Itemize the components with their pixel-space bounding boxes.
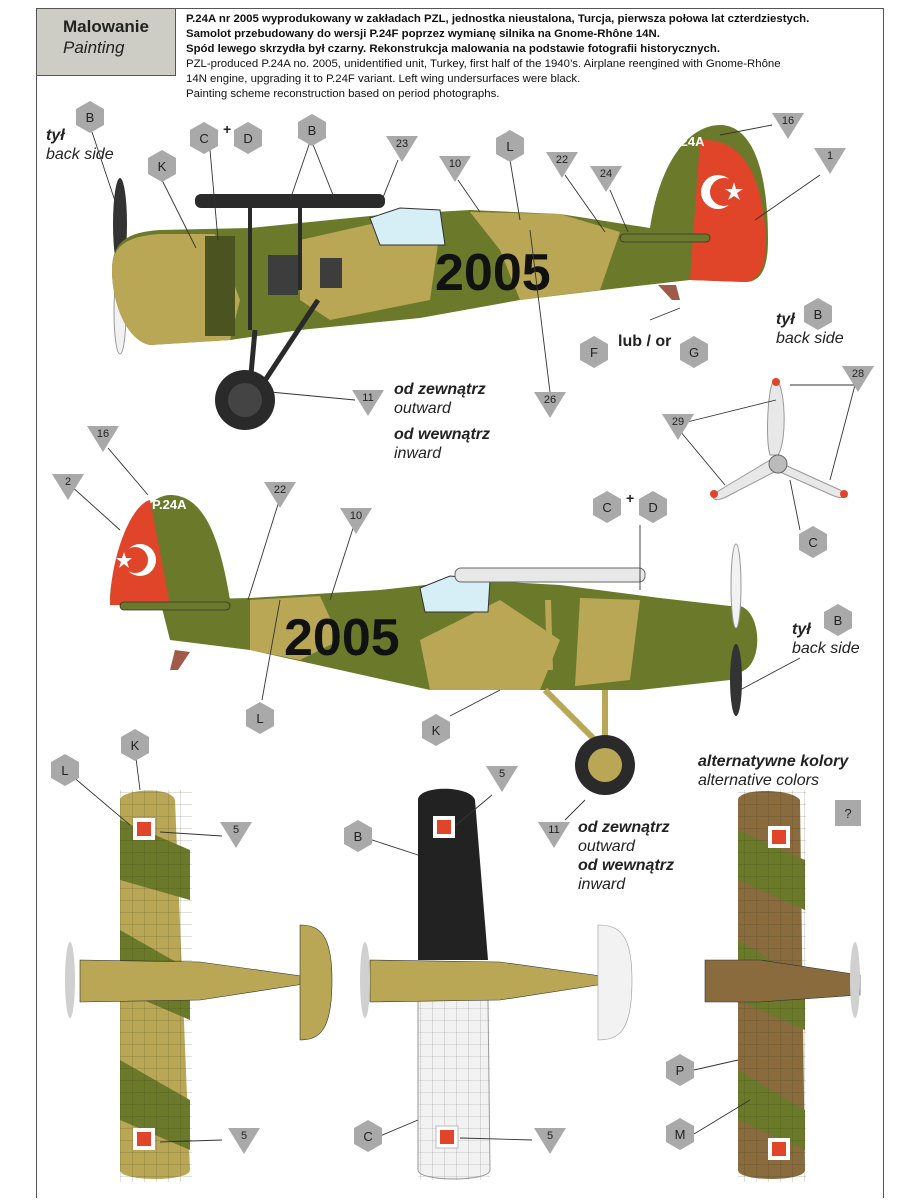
marker-hex	[639, 491, 667, 523]
wing-strut	[548, 600, 550, 670]
desc-line-3: Spód lewego skrzydła był czarny. Rekonstrukcja malowania na podstawie fotografii historycznych.	[186, 43, 721, 55]
svg-text:L: L	[61, 763, 69, 778]
svg-text:5: 5	[232, 824, 240, 836]
propeller-blade	[780, 465, 845, 498]
marker-triangle	[662, 414, 694, 440]
marker-hex	[666, 1054, 694, 1086]
svg-text:22: 22	[273, 484, 287, 496]
desc-line-4: PZL-produced P.24A no. 2005, unidentified unit, Turkey, first half of the 1940’s. Airplane reengined with Gnome-Rhône	[186, 58, 781, 70]
propeller-blade	[768, 380, 785, 455]
svg-text:16: 16	[96, 428, 110, 440]
marker-hex	[121, 729, 149, 761]
marker-hex	[246, 702, 274, 734]
svg-text:10: 10	[448, 158, 462, 170]
marker-triangle	[538, 822, 570, 848]
propeller	[850, 942, 860, 1018]
marker-hex	[234, 122, 262, 154]
fuselage-serial: 2005	[284, 609, 400, 667]
svg-text:23: 23	[395, 138, 409, 150]
inward-pl: od wewnątrz	[394, 426, 491, 443]
marker-triangle	[534, 392, 566, 418]
marker-triangle	[87, 426, 119, 452]
gear-strut	[545, 690, 600, 745]
tip	[710, 490, 718, 498]
svg-text:M: M	[674, 1127, 686, 1142]
wheel-hub	[588, 748, 622, 782]
svg-text:5: 5	[240, 1130, 248, 1142]
marker-hex	[824, 604, 852, 636]
back-side-text: back side	[792, 640, 860, 657]
desc-line-5: 14N engine, upgrading it to P.24F variant. Left wing undersurfaces were black.	[186, 73, 581, 85]
outward-en: outward	[578, 838, 635, 855]
fuselage-top	[705, 960, 860, 1002]
tailplane-bottom	[598, 925, 632, 1040]
marker-hex	[580, 336, 608, 368]
fuselage-top	[80, 960, 330, 1002]
marker-hex	[666, 1118, 694, 1150]
svg-text:P: P	[675, 1063, 685, 1078]
marker-hex	[799, 526, 827, 558]
tailplane	[120, 602, 230, 610]
back-side-text: back side	[46, 146, 114, 163]
marker-triangle	[590, 166, 622, 192]
svg-text:B: B	[813, 307, 823, 322]
roundel-red	[772, 1142, 786, 1156]
roundel-red	[772, 830, 786, 844]
marker-hex	[51, 754, 79, 786]
svg-text:K: K	[130, 738, 140, 753]
svg-text:B: B	[833, 613, 843, 628]
svg-text:D: D	[648, 500, 658, 515]
propeller	[360, 942, 370, 1018]
marker-hex	[344, 820, 372, 852]
marker-hex	[354, 1120, 382, 1152]
svg-text:L: L	[256, 711, 264, 726]
marker-triangle	[352, 390, 384, 416]
gun-fairing	[455, 568, 645, 582]
outward-pl: od zewnątrz	[578, 819, 670, 836]
fuselage-camo	[575, 598, 640, 686]
fin-code: P.24A	[152, 497, 187, 512]
svg-text:11: 11	[362, 392, 374, 404]
spinner	[769, 455, 787, 473]
marker-hex	[593, 491, 621, 523]
marker-triangle	[52, 474, 84, 500]
tailplane	[620, 234, 710, 242]
svg-text:K: K	[431, 723, 441, 738]
aircraft-underside-view	[360, 789, 632, 1180]
svg-text:2: 2	[64, 476, 72, 488]
propeller-blade	[731, 544, 741, 628]
svg-text:28: 28	[851, 368, 865, 380]
wheel-hub	[228, 383, 262, 417]
marker-triangle	[264, 482, 296, 508]
propeller-blade	[730, 644, 742, 716]
svg-text:G: G	[688, 345, 700, 360]
tyl-text: tył	[792, 621, 811, 638]
marker-triangle	[842, 366, 874, 392]
marker-triangle	[814, 148, 846, 174]
fuselage-bottom	[370, 960, 630, 1002]
grille	[268, 255, 298, 295]
marker-triangle	[228, 1128, 260, 1154]
plus-sign: +	[626, 490, 635, 506]
svg-text:5: 5	[498, 768, 506, 780]
tip	[772, 378, 780, 386]
tailplane-top	[300, 925, 332, 1040]
propeller-back-view	[710, 378, 848, 500]
lub-or-label: lub / or	[618, 333, 672, 350]
svg-text:C: C	[199, 131, 209, 146]
marker-hex	[804, 298, 832, 330]
tyl-text: tył	[46, 127, 65, 144]
svg-text:16: 16	[781, 115, 795, 127]
tail-skid	[658, 285, 680, 300]
marker-hex	[496, 130, 524, 162]
aircraft-top-view-camo	[65, 790, 332, 1182]
alt-en: alternative colors	[698, 772, 819, 789]
roundel-red	[137, 1132, 151, 1146]
svg-text:24: 24	[599, 168, 613, 180]
alt-pl: alternatywne kolory	[698, 753, 849, 770]
svg-text:29: 29	[671, 416, 685, 428]
tyl-text: tył	[776, 311, 795, 328]
roundel-red	[440, 1130, 454, 1144]
svg-text:5: 5	[546, 1130, 554, 1142]
inward-pl: od wewnątrz	[578, 857, 675, 874]
marker-hex	[190, 122, 218, 154]
wing-black	[418, 789, 488, 960]
svg-text:B: B	[85, 110, 95, 125]
unknown-color-marker	[835, 800, 861, 826]
propeller	[65, 942, 75, 1018]
plus-sign: +	[223, 121, 232, 137]
outward-pl: od zewnątrz	[394, 381, 486, 398]
marker-triangle	[772, 113, 804, 139]
svg-text:10: 10	[349, 510, 363, 522]
marker-hex	[148, 150, 176, 182]
svg-text:D: D	[243, 131, 253, 146]
grille	[320, 258, 342, 288]
svg-text:K: K	[157, 159, 167, 174]
marker-triangle	[340, 508, 372, 534]
panel-lines	[418, 1000, 490, 1180]
svg-text:C: C	[363, 1129, 373, 1144]
back-side-text: back side	[776, 330, 844, 347]
svg-text:C: C	[808, 535, 818, 550]
svg-text:?: ?	[844, 806, 852, 821]
marker-triangle	[486, 766, 518, 792]
aircraft-side-left	[112, 125, 768, 430]
page-subtitle: Painting	[63, 38, 125, 57]
svg-text:22: 22	[555, 154, 569, 166]
tip	[840, 490, 848, 498]
svg-text:11: 11	[548, 824, 560, 836]
page-title: Malowanie	[63, 17, 149, 36]
propeller-blade	[713, 460, 778, 500]
marker-triangle	[220, 822, 252, 848]
aircraft-side-right	[110, 495, 757, 795]
marker-triangle	[386, 136, 418, 162]
svg-text:26: 26	[543, 394, 557, 406]
cowling	[205, 236, 235, 336]
svg-text:F: F	[590, 345, 598, 360]
marker-hex	[680, 336, 708, 368]
marker-hex	[76, 101, 104, 133]
desc-line-2: Samolot przebudowany do wersji P.24F poprzez wymianę silnika na Gnome-Rhône 14N.	[186, 28, 660, 40]
canopy	[370, 208, 445, 245]
fuselage-serial: 2005	[435, 244, 551, 302]
aircraft-top-view-alt	[705, 790, 860, 1182]
inward-en: inward	[394, 445, 442, 462]
svg-text:B: B	[307, 123, 317, 138]
roundel-red	[437, 820, 451, 834]
fin-code: P.24A	[670, 134, 705, 149]
inward-en: inward	[578, 876, 626, 893]
outward-en: outward	[394, 400, 451, 417]
svg-text:L: L	[506, 139, 514, 154]
desc-line-6: Painting scheme reconstruction based on period photographs.	[186, 88, 500, 100]
marker-triangle	[534, 1128, 566, 1154]
marker-hex	[422, 714, 450, 746]
roundel-red	[137, 822, 151, 836]
svg-text:C: C	[602, 500, 612, 515]
marker-triangle	[546, 152, 578, 178]
gun-fairing	[195, 194, 385, 208]
marker-triangle	[439, 156, 471, 182]
tail-skid	[170, 650, 190, 670]
desc-line-1: P.24A nr 2005 wyprodukowany w zakładach PZL, jednostka nieustalona, Turcja, pierwsza połowa lat czterdziestych.	[186, 13, 810, 25]
svg-text:B: B	[353, 829, 363, 844]
svg-text:1: 1	[826, 150, 834, 162]
marker-hex	[298, 114, 326, 146]
